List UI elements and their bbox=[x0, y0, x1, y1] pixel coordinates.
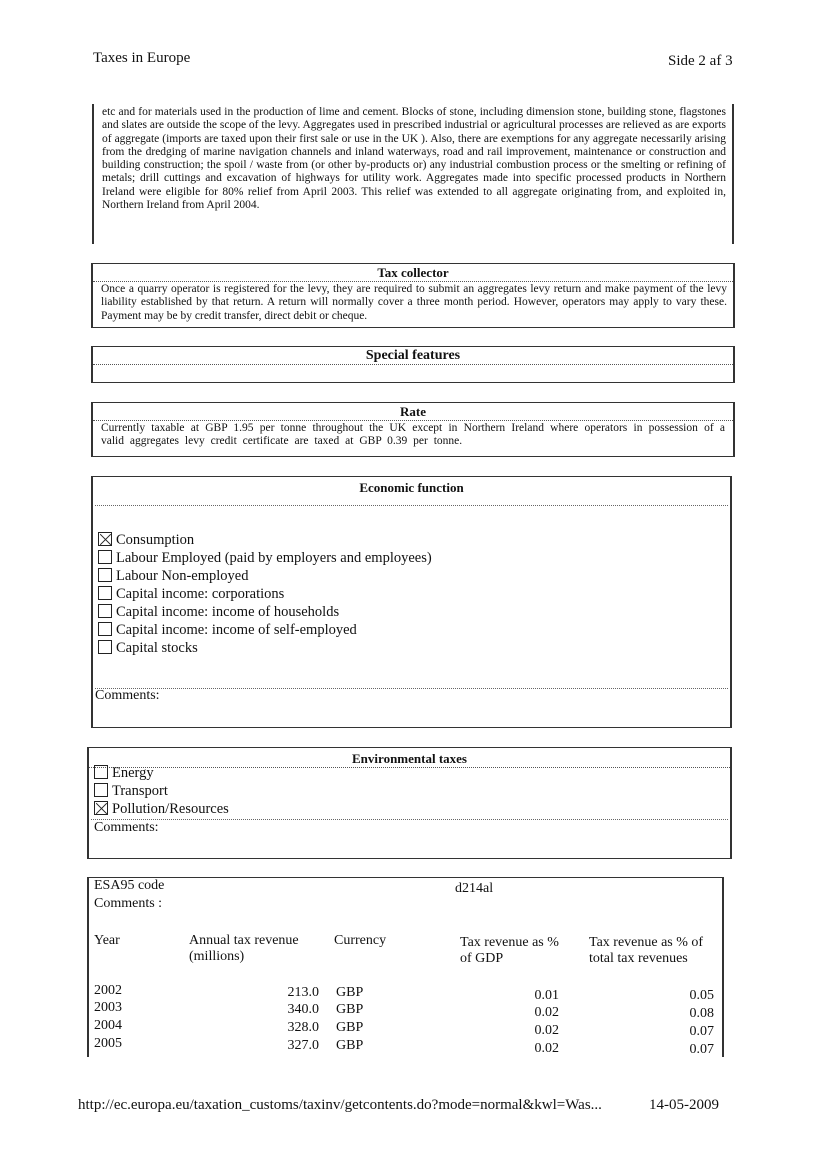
checkbox-icon[interactable] bbox=[98, 568, 112, 582]
footer-date: 14-05-2009 bbox=[649, 1097, 719, 1113]
env-comments-label: Comments: bbox=[94, 820, 159, 835]
tax-collector-text: Once a quarry operator is registered for the levy, they are required to submit an aggregates levy return and make payment of the levy liability established by that return. A return will normally cover a three month period. However, operators may apply to vary these. Payment may be by credit transfer, direct debit or cheque. bbox=[101, 283, 727, 322]
rate-text: Currently taxable at GBP 1.95 per tonne throughout the UK except in Northern Ireland where operators in possession of a valid aggregates levy credit certificate are taxed at GBP 0.39 per tonne. bbox=[101, 422, 725, 448]
page-header-title: Taxes in Europe bbox=[93, 50, 191, 66]
checkbox-checked-icon[interactable] bbox=[94, 801, 108, 815]
checkbox-icon[interactable] bbox=[98, 622, 112, 636]
esa-section bbox=[87, 877, 724, 1057]
col-header-gdp: Tax revenue as % of GDP bbox=[460, 935, 559, 966]
table-row-gdp: 0.02 bbox=[534, 1041, 559, 1056]
economic-item-labour-non-employed: Labour Non-employed bbox=[98, 568, 248, 585]
economic-item-labour-employed: Labour Employed (paid by employers and employees) bbox=[98, 550, 432, 567]
table-row-gdp: 0.01 bbox=[534, 988, 559, 1003]
table-row-currency: GBP bbox=[336, 1020, 364, 1035]
env-item-transport: Transport bbox=[94, 783, 168, 800]
environmental-taxes-section bbox=[87, 747, 732, 859]
economic-item-consumption: Consumption bbox=[98, 532, 194, 549]
table-row-year: 2004 bbox=[94, 1018, 122, 1033]
table-row-revenue: 327.0 bbox=[287, 1038, 319, 1053]
col-header-revenue: Annual tax revenue (millions) bbox=[189, 933, 299, 964]
economic-comments-label: Comments: bbox=[95, 688, 160, 703]
checkbox-icon[interactable] bbox=[98, 550, 112, 564]
table-row-year: 2005 bbox=[94, 1036, 122, 1051]
economic-function-section bbox=[91, 476, 732, 728]
checkbox-icon[interactable] bbox=[94, 765, 108, 779]
table-row-year: 2002 bbox=[94, 983, 122, 998]
table-row-revenue: 328.0 bbox=[287, 1020, 319, 1035]
table-row-total: 0.05 bbox=[689, 988, 714, 1003]
table-row-revenue: 340.0 bbox=[287, 1002, 319, 1017]
tax-collector-title: Tax collector bbox=[93, 264, 733, 282]
intro-block bbox=[92, 104, 734, 244]
divider bbox=[91, 819, 728, 820]
divider bbox=[95, 505, 728, 506]
checkbox-checked-icon[interactable] bbox=[98, 532, 112, 546]
economic-function-title: Economic function bbox=[359, 480, 464, 495]
table-row-total: 0.07 bbox=[689, 1024, 714, 1039]
economic-item-capital-households: Capital income: income of households bbox=[98, 604, 339, 621]
divider bbox=[95, 688, 728, 689]
special-features-title: Special features bbox=[93, 347, 733, 365]
env-item-pollution-resources: Pollution/Resources bbox=[94, 801, 229, 818]
checkbox-icon[interactable] bbox=[98, 604, 112, 618]
table-row-revenue: 213.0 bbox=[287, 985, 319, 1000]
checkbox-icon[interactable] bbox=[94, 783, 108, 797]
page-number: Side 2 af 3 bbox=[668, 53, 733, 69]
rate-section bbox=[91, 402, 735, 457]
special-features-section bbox=[91, 346, 735, 383]
economic-item-capital-self-employed: Capital income: income of self-employed bbox=[98, 622, 357, 639]
intro-text: etc and for materials used in the production of lime and cement. Blocks of stone, including dimension stone, building stone, flagstones and slates are outside the scope of the levy. Aggregates used in prescribed industrial or agricultural processes are relieved as are exports of aggregate (imports are taxed upon their first sale or use in the UK ). Also, there are exemptions for any aggregate necessarily arising from the dredging of marine navigation channels and inland waterways, road and rail improvement, maintenance or construction and building construction; the spoil / waste from (or other by-products or) any industrial combustion process or the smelting or refining of metals; drill cuttings and excavation of highways for utility work. Aggregates made into specific processed products in Northern Ireland were eligible for 80% relief from April 2003. This relief was extended to all aggregate originating from, and exploited in, Northern Ireland from April 2004. bbox=[102, 106, 726, 212]
rate-title: Rate bbox=[93, 403, 733, 421]
table-row-total: 0.08 bbox=[689, 1006, 714, 1021]
checkbox-icon[interactable] bbox=[98, 586, 112, 600]
col-header-currency: Currency bbox=[334, 933, 387, 948]
environmental-taxes-title: Environmental taxes bbox=[89, 750, 730, 768]
table-row-gdp: 0.02 bbox=[534, 1005, 559, 1020]
table-row-gdp: 0.02 bbox=[534, 1023, 559, 1038]
table-row-currency: GBP bbox=[336, 985, 364, 1000]
esa-comments-label: Comments : bbox=[94, 896, 163, 911]
table-row-currency: GBP bbox=[336, 1038, 364, 1053]
table-row-total: 0.07 bbox=[689, 1042, 714, 1057]
tax-collector-section bbox=[91, 263, 735, 328]
env-item-energy: Energy bbox=[94, 765, 154, 782]
col-header-total: Tax revenue as % of total tax revenues bbox=[589, 935, 704, 966]
table-row-currency: GBP bbox=[336, 1002, 364, 1017]
col-header-year: Year bbox=[94, 933, 120, 948]
footer-url[interactable]: http://ec.europa.eu/taxation_customs/taxinv/getcontents.do?mode=normal&kwl=Was... bbox=[78, 1097, 602, 1113]
esa-code-value: d214al bbox=[455, 881, 494, 896]
checkbox-icon[interactable] bbox=[98, 640, 112, 654]
economic-item-capital-stocks: Capital stocks bbox=[98, 640, 198, 657]
economic-item-capital-corporations: Capital income: corporations bbox=[98, 586, 284, 603]
table-row-year: 2003 bbox=[94, 1000, 122, 1015]
esa-code-label: ESA95 code bbox=[94, 878, 165, 893]
